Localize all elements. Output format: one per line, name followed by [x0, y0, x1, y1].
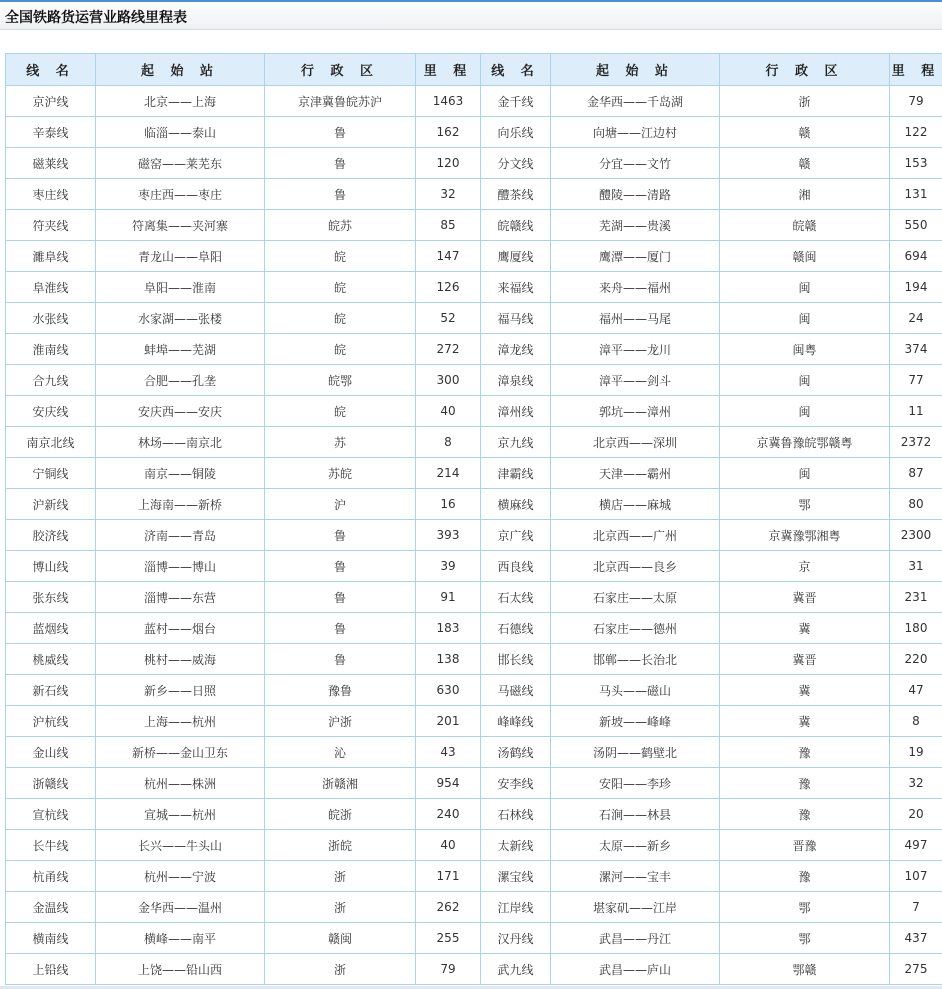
table-row: [6, 551, 942, 582]
cell-line-name-2: 石林线: [481, 799, 551, 830]
cell-line-name-2: 漯宝线: [481, 861, 551, 892]
cell-mileage: 240: [416, 799, 481, 830]
cell-region: 鲁: [265, 582, 416, 613]
cell-mileage: 171: [416, 861, 481, 892]
cell-mileage-2: 220: [890, 644, 942, 675]
cell-stations-2: 来舟——福州: [551, 272, 720, 303]
cell-region: 皖: [265, 272, 416, 303]
cell-mileage-2: 374: [890, 334, 942, 365]
cell-line-name-2: 漳州线: [481, 396, 551, 427]
cell-stations-2: 石家庄——德州: [551, 613, 720, 644]
cell-line-name: 宁铜线: [6, 458, 96, 489]
cell-line-name-2: 太新线: [481, 830, 551, 861]
cell-stations: 上饶——铅山西: [96, 954, 265, 985]
cell-stations-2: 汤阴——鹤壁北: [551, 737, 720, 768]
cell-stations: 金华西——温州: [96, 892, 265, 923]
table-row: [6, 768, 942, 799]
header-stations: 起 始 站: [96, 54, 265, 86]
cell-mileage: 272: [416, 334, 481, 365]
table-header-row: [6, 54, 942, 86]
cell-line-name: 桃威线: [6, 644, 96, 675]
cell-mileage: 120: [416, 148, 481, 179]
cell-line-name: 水张线: [6, 303, 96, 334]
cell-line-name-2: 京九线: [481, 427, 551, 458]
cell-stations: 新桥——金山卫东: [96, 737, 265, 768]
cell-region-2: 豫: [720, 768, 890, 799]
table-row: [6, 241, 942, 272]
cell-region: 皖: [265, 303, 416, 334]
cell-mileage-2: 20: [890, 799, 942, 830]
cell-line-name: 浙赣线: [6, 768, 96, 799]
cell-line-name: 磁莱线: [6, 148, 96, 179]
cell-stations: 淄博——东营: [96, 582, 265, 613]
table-row: [6, 148, 942, 179]
cell-line-name: 沪杭线: [6, 706, 96, 737]
cell-region: 浙赣湘: [265, 768, 416, 799]
cell-stations: 上海南——新桥: [96, 489, 265, 520]
cell-line-name: 杭甬线: [6, 861, 96, 892]
cell-stations-2: 鹰潭——厦门: [551, 241, 720, 272]
cell-region: 沁: [265, 737, 416, 768]
cell-line-name: 新石线: [6, 675, 96, 706]
cell-line-name: 枣庄线: [6, 179, 96, 210]
cell-region: 沪浙: [265, 706, 416, 737]
cell-region-2: 闽: [720, 272, 890, 303]
cell-mileage: 630: [416, 675, 481, 706]
cell-mileage: 40: [416, 396, 481, 427]
cell-region: 鲁: [265, 613, 416, 644]
table-row: [6, 272, 942, 303]
cell-line-name: 张东线: [6, 582, 96, 613]
cell-mileage-2: 497: [890, 830, 942, 861]
cell-line-name: 金山线: [6, 737, 96, 768]
cell-line-name-2: 汤鹤线: [481, 737, 551, 768]
cell-stations-2: 芜湖——贵溪: [551, 210, 720, 241]
cell-region-2: 冀晋: [720, 582, 890, 613]
cell-line-name: 安庆线: [6, 396, 96, 427]
cell-stations: 磁窑——莱芜东: [96, 148, 265, 179]
cell-mileage: 162: [416, 117, 481, 148]
cell-stations: 长兴——牛头山: [96, 830, 265, 861]
table-row: [6, 830, 942, 861]
cell-line-name-2: 汉丹线: [481, 923, 551, 954]
cell-stations-2: 郭坑——漳州: [551, 396, 720, 427]
cell-region-2: 赣: [720, 117, 890, 148]
cell-region-2: 冀晋: [720, 644, 890, 675]
cell-stations-2: 北京西——良乡: [551, 551, 720, 582]
table-row: [6, 489, 942, 520]
cell-line-name-2: 分文线: [481, 148, 551, 179]
table-row: [6, 179, 942, 210]
cell-line-name-2: 皖赣线: [481, 210, 551, 241]
cell-line-name-2: 邯长线: [481, 644, 551, 675]
cell-stations: 合肥——孔垄: [96, 365, 265, 396]
cell-stations-2: 漳平——龙川: [551, 334, 720, 365]
cell-stations-2: 武昌——丹江: [551, 923, 720, 954]
cell-region-2: 京: [720, 551, 890, 582]
cell-mileage: 214: [416, 458, 481, 489]
title-bar: [0, 0, 942, 30]
table-row: [6, 861, 942, 892]
cell-mileage-2: 77: [890, 365, 942, 396]
cell-mileage-2: 31: [890, 551, 942, 582]
cell-stations: 淄博——博山: [96, 551, 265, 582]
table-row: [6, 737, 942, 768]
table-row: [6, 644, 942, 675]
cell-region: 鲁: [265, 117, 416, 148]
cell-stations: 杭州——株洲: [96, 768, 265, 799]
cell-region-2: 鄂: [720, 892, 890, 923]
header-stations-2: 起 始 站: [551, 54, 720, 86]
cell-line-name-2: 向乐线: [481, 117, 551, 148]
cell-mileage: 1463: [416, 86, 481, 117]
cell-stations-2: 漳平——剑斗: [551, 365, 720, 396]
cell-stations-2: 金华西——千岛湖: [551, 86, 720, 117]
cell-region: 浙: [265, 954, 416, 985]
cell-line-name-2: 西良线: [481, 551, 551, 582]
cell-mileage: 52: [416, 303, 481, 334]
cell-line-name: 金温线: [6, 892, 96, 923]
cell-mileage-2: 2300: [890, 520, 942, 551]
cell-region-2: 浙: [720, 86, 890, 117]
cell-line-name: 沪新线: [6, 489, 96, 520]
cell-mileage: 138: [416, 644, 481, 675]
header-line-name-2: 线 名: [481, 54, 551, 86]
header-region-2: 行 政 区: [720, 54, 890, 86]
cell-stations: 枣庄西——枣庄: [96, 179, 265, 210]
cell-region: 皖: [265, 396, 416, 427]
cell-region-2: 闽: [720, 303, 890, 334]
cell-line-name-2: 醴茶线: [481, 179, 551, 210]
cell-mileage-2: 32: [890, 768, 942, 799]
table-row: [6, 799, 942, 830]
cell-mileage: 201: [416, 706, 481, 737]
cell-region-2: 冀: [720, 706, 890, 737]
table-row: [6, 303, 942, 334]
cell-mileage-2: 437: [890, 923, 942, 954]
cell-line-name: 阜淮线: [6, 272, 96, 303]
cell-stations: 水家湖——张楼: [96, 303, 265, 334]
cell-region-2: 京冀豫鄂湘粤: [720, 520, 890, 551]
cell-line-name: 长牛线: [6, 830, 96, 861]
cell-region: 皖浙: [265, 799, 416, 830]
cell-mileage-2: 153: [890, 148, 942, 179]
cell-region-2: 闽粤: [720, 334, 890, 365]
cell-region: 苏: [265, 427, 416, 458]
cell-region-2: 豫: [720, 799, 890, 830]
cell-line-name: 上铅线: [6, 954, 96, 985]
cell-region-2: 豫: [720, 737, 890, 768]
cell-stations-2: 分宜——文竹: [551, 148, 720, 179]
cell-mileage: 393: [416, 520, 481, 551]
cell-region-2: 冀: [720, 613, 890, 644]
cell-region-2: 鄂赣: [720, 954, 890, 985]
cell-mileage: 39: [416, 551, 481, 582]
cell-stations: 林场——南京北: [96, 427, 265, 458]
cell-region-2: 鄂: [720, 923, 890, 954]
table-row: [6, 923, 942, 954]
cell-region: 浙: [265, 861, 416, 892]
cell-region: 浙: [265, 892, 416, 923]
cell-line-name: 横南线: [6, 923, 96, 954]
cell-mileage-2: 180: [890, 613, 942, 644]
cell-line-name-2: 石太线: [481, 582, 551, 613]
cell-stations-2: 横店——麻城: [551, 489, 720, 520]
cell-mileage-2: 2372: [890, 427, 942, 458]
cell-stations: 符离集——夹河寨: [96, 210, 265, 241]
cell-line-name: 濉阜线: [6, 241, 96, 272]
cell-line-name-2: 津霸线: [481, 458, 551, 489]
cell-region: 鲁: [265, 148, 416, 179]
cell-stations: 安庆西——安庆: [96, 396, 265, 427]
table-row: [6, 582, 942, 613]
cell-region: 皖苏: [265, 210, 416, 241]
cell-line-name: 宣杭线: [6, 799, 96, 830]
cell-mileage-2: 80: [890, 489, 942, 520]
cell-region-2: 闽: [720, 365, 890, 396]
cell-mileage-2: 194: [890, 272, 942, 303]
cell-stations: 南京——铜陵: [96, 458, 265, 489]
cell-region-2: 京冀鲁豫皖鄂赣粤: [720, 427, 890, 458]
cell-stations-2: 石家庄——太原: [551, 582, 720, 613]
cell-stations-2: 天津——霸州: [551, 458, 720, 489]
cell-line-name-2: 金千线: [481, 86, 551, 117]
cell-line-name: 博山线: [6, 551, 96, 582]
cell-stations-2: 安阳——李珍: [551, 768, 720, 799]
cell-stations: 上海——杭州: [96, 706, 265, 737]
cell-stations: 宣城——杭州: [96, 799, 265, 830]
cell-region: 浙皖: [265, 830, 416, 861]
cell-line-name: 合九线: [6, 365, 96, 396]
cell-line-name-2: 江岸线: [481, 892, 551, 923]
cell-mileage-2: 8: [890, 706, 942, 737]
cell-region: 鲁: [265, 520, 416, 551]
cell-mileage: 32: [416, 179, 481, 210]
cell-stations-2: 漯河——宝丰: [551, 861, 720, 892]
cell-stations: 阜阳——淮南: [96, 272, 265, 303]
cell-region: 鲁: [265, 179, 416, 210]
cell-mileage: 91: [416, 582, 481, 613]
header-mileage: 里 程: [416, 54, 481, 86]
cell-stations: 北京——上海: [96, 86, 265, 117]
cell-mileage-2: 87: [890, 458, 942, 489]
cell-region: 皖: [265, 334, 416, 365]
cell-region-2: 湘: [720, 179, 890, 210]
cell-stations-2: 武昌——庐山: [551, 954, 720, 985]
cell-stations: 蚌埠——芜湖: [96, 334, 265, 365]
cell-line-name: 南京北线: [6, 427, 96, 458]
cell-mileage: 255: [416, 923, 481, 954]
cell-region-2: 鄂: [720, 489, 890, 520]
cell-stations-2: 马头——磁山: [551, 675, 720, 706]
cell-stations: 蓝村——烟台: [96, 613, 265, 644]
table-row: [6, 396, 942, 427]
cell-mileage: 43: [416, 737, 481, 768]
table-row: [6, 706, 942, 737]
cell-region: 皖: [265, 241, 416, 272]
cell-mileage-2: 19: [890, 737, 942, 768]
cell-line-name-2: 安李线: [481, 768, 551, 799]
table-body: [6, 86, 942, 985]
cell-stations-2: 新坡——峰峰: [551, 706, 720, 737]
cell-region: 皖鄂: [265, 365, 416, 396]
cell-region-2: 皖赣: [720, 210, 890, 241]
cell-line-name-2: 京广线: [481, 520, 551, 551]
header-mileage-2: 里 程: [890, 54, 942, 86]
table-row: [6, 954, 942, 985]
header-line-name: 线 名: [6, 54, 96, 86]
cell-region: 豫鲁: [265, 675, 416, 706]
cell-region-2: 闽: [720, 396, 890, 427]
cell-line-name-2: 峰峰线: [481, 706, 551, 737]
cell-stations-2: 醴陵——清路: [551, 179, 720, 210]
cell-line-name-2: 漳龙线: [481, 334, 551, 365]
cell-mileage: 8: [416, 427, 481, 458]
cell-mileage-2: 7: [890, 892, 942, 923]
cell-line-name-2: 武九线: [481, 954, 551, 985]
cell-stations: 新乡——日照: [96, 675, 265, 706]
cell-mileage: 85: [416, 210, 481, 241]
cell-region: 苏皖: [265, 458, 416, 489]
cell-stations-2: 北京西——广州: [551, 520, 720, 551]
table-row: [6, 675, 942, 706]
cell-region: 鲁: [265, 551, 416, 582]
cell-stations-2: 北京西——深圳: [551, 427, 720, 458]
table-row: [6, 892, 942, 923]
cell-mileage-2: 131: [890, 179, 942, 210]
cell-line-name-2: 横麻线: [481, 489, 551, 520]
cell-line-name-2: 石德线: [481, 613, 551, 644]
cell-region-2: 赣: [720, 148, 890, 179]
table-row: [6, 117, 942, 148]
cell-region: 赣闽: [265, 923, 416, 954]
cell-line-name-2: 福马线: [481, 303, 551, 334]
cell-mileage: 300: [416, 365, 481, 396]
cell-mileage-2: 79: [890, 86, 942, 117]
header-region: 行 政 区: [265, 54, 416, 86]
cell-stations: 济南——青岛: [96, 520, 265, 551]
cell-line-name: 京沪线: [6, 86, 96, 117]
table-row: [6, 86, 942, 117]
cell-mileage-2: 122: [890, 117, 942, 148]
table-row: [6, 520, 942, 551]
table-row: [6, 613, 942, 644]
cell-mileage-2: 11: [890, 396, 942, 427]
cell-mileage-2: 231: [890, 582, 942, 613]
cell-region-2: 冀: [720, 675, 890, 706]
cell-line-name-2: 马磁线: [481, 675, 551, 706]
cell-stations-2: 太原——新乡: [551, 830, 720, 861]
cell-mileage: 126: [416, 272, 481, 303]
cell-stations-2: 堪家矶——江岸: [551, 892, 720, 923]
cell-region-2: 豫: [720, 861, 890, 892]
cell-mileage: 147: [416, 241, 481, 272]
cell-stations-2: 石涧——林县: [551, 799, 720, 830]
cell-line-name: 淮南线: [6, 334, 96, 365]
cell-region: 鲁: [265, 644, 416, 675]
cell-stations-2: 向塘——江边村: [551, 117, 720, 148]
cell-mileage-2: 107: [890, 861, 942, 892]
railway-mileage-table: [5, 53, 942, 985]
cell-line-name: 符夹线: [6, 210, 96, 241]
cell-mileage-2: 47: [890, 675, 942, 706]
cell-line-name-2: 鹰厦线: [481, 241, 551, 272]
cell-line-name-2: 漳泉线: [481, 365, 551, 396]
table-row: [6, 458, 942, 489]
table-row: [6, 365, 942, 396]
table-row: [6, 427, 942, 458]
page-title: 全国铁路货运营业路线里程表: [5, 10, 187, 26]
table-row: [6, 334, 942, 365]
cell-mileage-2: 694: [890, 241, 942, 272]
cell-stations: 桃村——威海: [96, 644, 265, 675]
cell-mileage: 954: [416, 768, 481, 799]
cell-line-name-2: 来福线: [481, 272, 551, 303]
cell-mileage-2: 275: [890, 954, 942, 985]
cell-region: 沪: [265, 489, 416, 520]
cell-stations: 杭州——宁波: [96, 861, 265, 892]
cell-region: 京津冀鲁皖苏沪: [265, 86, 416, 117]
cell-region-2: 赣闽: [720, 241, 890, 272]
cell-stations-2: 福州——马尾: [551, 303, 720, 334]
cell-line-name: 蓝烟线: [6, 613, 96, 644]
cell-mileage: 79: [416, 954, 481, 985]
cell-region-2: 晋豫: [720, 830, 890, 861]
table-row: [6, 210, 942, 241]
cell-stations: 青龙山——阜阳: [96, 241, 265, 272]
cell-mileage-2: 550: [890, 210, 942, 241]
cell-mileage: 183: [416, 613, 481, 644]
cell-line-name: 胶济线: [6, 520, 96, 551]
cell-stations: 临淄——泰山: [96, 117, 265, 148]
cell-mileage: 40: [416, 830, 481, 861]
cell-stations-2: 邯郸——长治北: [551, 644, 720, 675]
cell-line-name: 辛泰线: [6, 117, 96, 148]
cell-region-2: 闽: [720, 458, 890, 489]
cell-mileage: 262: [416, 892, 481, 923]
cell-mileage: 16: [416, 489, 481, 520]
cell-stations: 横峰——南平: [96, 923, 265, 954]
cell-mileage-2: 24: [890, 303, 942, 334]
